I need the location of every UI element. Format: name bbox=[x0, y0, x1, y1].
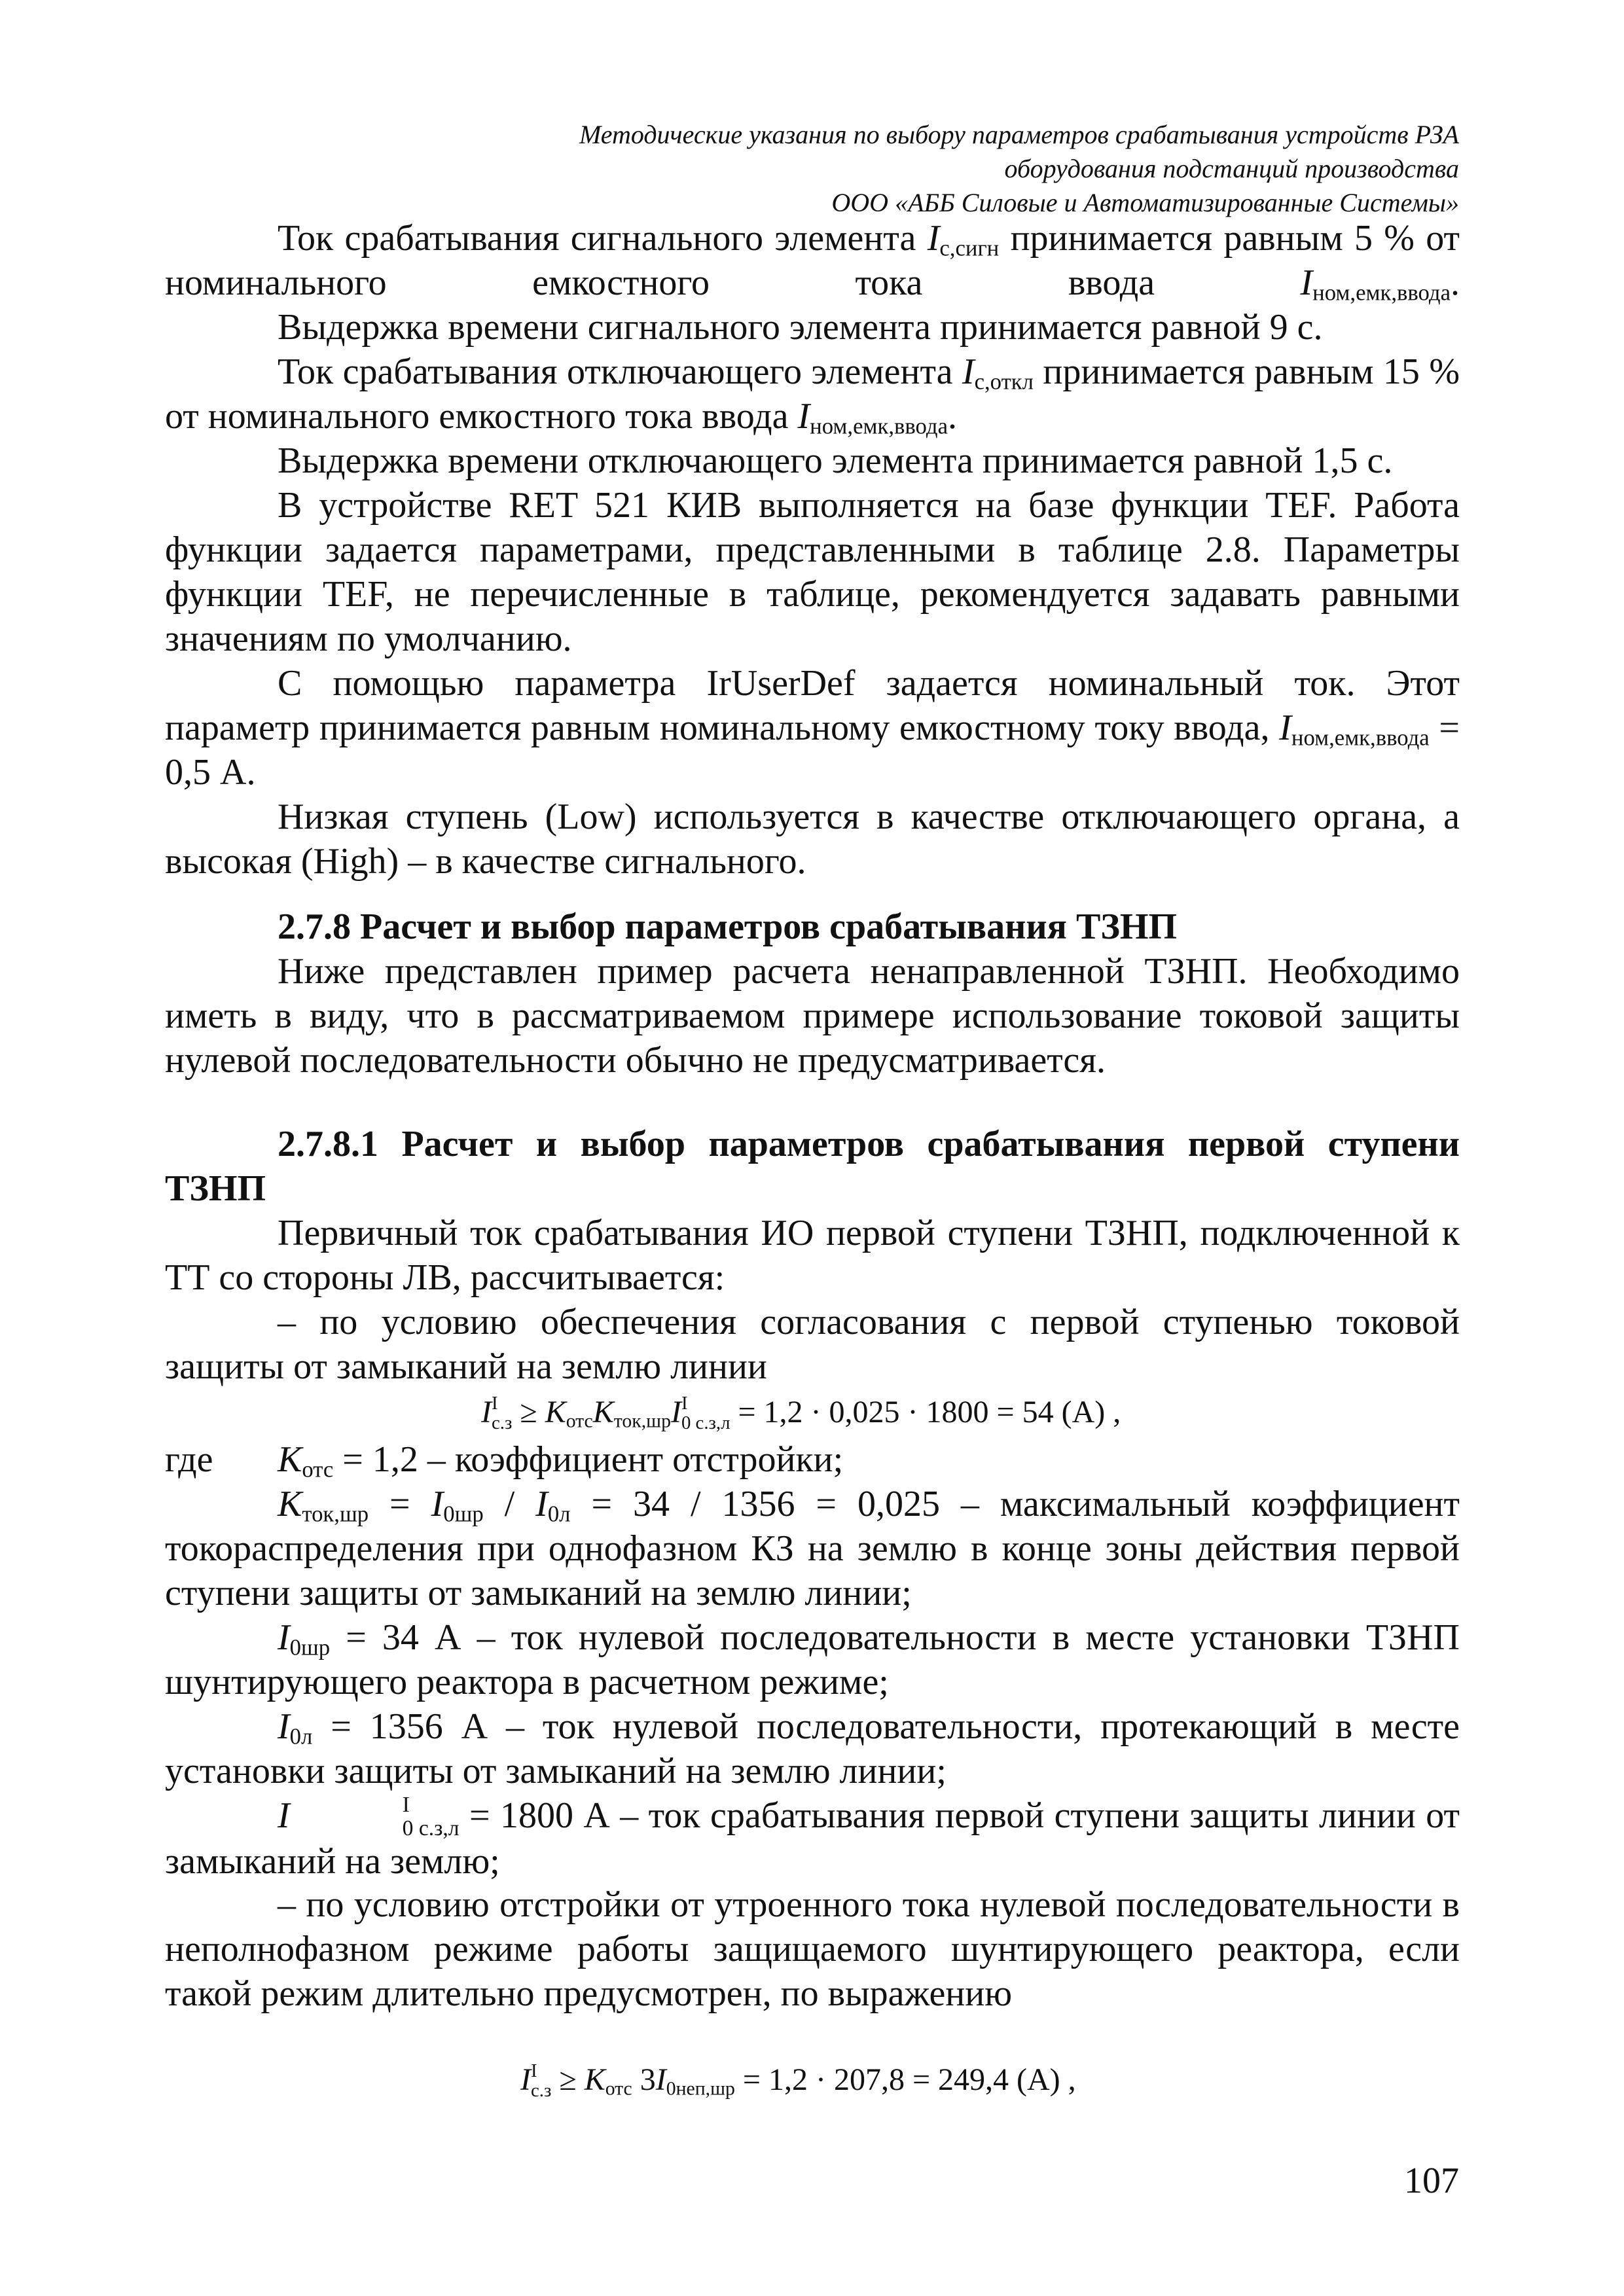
section-heading-2-7-8-1: 2.7.8.1 Расчет и выбор параметров срабатывания первой ступени ТЗНП bbox=[165, 1124, 1460, 1209]
definition-i0l: $I_{0л} = 1356$ А – ток нулевой последовательности, протекающий в месте установки защиты от замыканий на землю линии; bbox=[165, 1706, 1460, 1791]
paragraph-condition-open-phase: – по условию отстройки от утроенного тока нулевой последовательности в неполнофазном режиме работы защищаемого шунтирующего реактора, если такой режим длительно предусмотрен, по выражению bbox=[165, 1884, 1460, 2014]
page-number: 107 bbox=[1404, 2161, 1459, 2201]
running-header-line-1: Методические указания по выбору параметров срабатывания устройств РЗА bbox=[579, 120, 1459, 149]
running-header-line-2: оборудования подстанций производства bbox=[1004, 154, 1459, 183]
paragraph-primary-current: Первичный ток срабатывания ИО первой ступени ТЗНП, подключенной к ТТ со стороны ЛВ, рассчитывается: bbox=[165, 1213, 1460, 1298]
paragraph-ret521: В устройстве RET 521 КИВ выполняется на базе функции TEF. Работа функции задается параметрами, представленными в таблице 2.8. Параметры функции TEF, не перечисленные в таблице, рекомендуется задавать равными значениям по умолчанию. bbox=[165, 485, 1460, 659]
label-where: где bbox=[165, 1439, 213, 1480]
paragraph-low-high: Низкая ступень (Low) используется в качестве отключающего органа, а высокая (High) – в качестве сигнального. bbox=[165, 797, 1460, 882]
definition-i0shr: $I_{0шр} = 34$ А – ток нулевой последовательности в месте установки ТЗНП шунтирующего реактора в расчетном режиме; bbox=[165, 1617, 1460, 1702]
paragraph-iruserdef: С помощью параметра IrUserDef задается номинальный ток. Этот параметр принимается равным номинальному емкостному току ввода, $I_{ном,емк,ввода} = 0,5$ А. bbox=[165, 663, 1460, 793]
paragraph-trip-current: Ток срабатывания отключающего элемента $I_{с,откл}$ принимается равным 15 % от номинального емкостного тока ввода $I_{ном,емк,ввода}$. bbox=[165, 351, 1460, 439]
paragraph-tznp-example: Ниже представлен пример расчета ненаправленной ТЗНП. Необходимо иметь в виду, что в рассматриваемом примере использование токовой защиты нулевой последовательности обычно не предусматривается. bbox=[165, 951, 1460, 1081]
definition-i0szl: I I 0 с.з,л = 1800 А – ток срабатывания первой ступени защиты линии от замыканий на землю; bbox=[165, 1793, 1460, 1882]
formula-first-stage-open-phase: I I $с.з \ge K_{отс}$ $3I_{0неп,шр} = 1,2 \cdot 207,8 = 249,4$ (А) , bbox=[520, 2060, 1076, 2102]
definition-k-tok-shr: $K_{ток,шр} = I_{0шр} / I_{0л} = 34 / 1356 = 0,025$ – максимальный коэффициент токораспределения при однофазном КЗ на землю в конце зоны действия первой ступени защиты от замыканий на землю линии; bbox=[165, 1484, 1460, 1613]
running-header-line-3: ООО «АББ Силовые и Автоматизированные Системы» bbox=[831, 188, 1459, 217]
paragraph-signal-current: Ток срабатывания сигнального элемента $I_{с,сигн}$ принимается равным 5 % от номинального емкостного тока ввода $I_{ном,емк,ввода}$. bbox=[165, 218, 1460, 306]
definition-k-ots: $K_{отс} = 1,2$ – коэффициент отстройки; bbox=[278, 1439, 844, 1482]
paragraph-signal-delay: Выдержка времени сигнального элемента принимается равной 9 с. bbox=[278, 307, 1323, 348]
paragraph-trip-delay: Выдержка времени отключающего элемента принимается равной 1,5 с. bbox=[278, 440, 1393, 481]
paragraph-condition-coordination: – по условию обеспечения согласования с первой ступенью токовой защиты от замыканий на землю линии bbox=[165, 1302, 1460, 1387]
section-heading-2-7-8: 2.7.8 Расчет и выбор параметров срабатывания ТЗНП bbox=[278, 906, 1177, 947]
formula-first-stage-coordination: I I $с.з \ge K_{отс}K_{ток,шр}I$ I 0 с.з,л = 1,2 · 0,025 · 1800 = 54 (А) , bbox=[481, 1392, 1121, 1434]
